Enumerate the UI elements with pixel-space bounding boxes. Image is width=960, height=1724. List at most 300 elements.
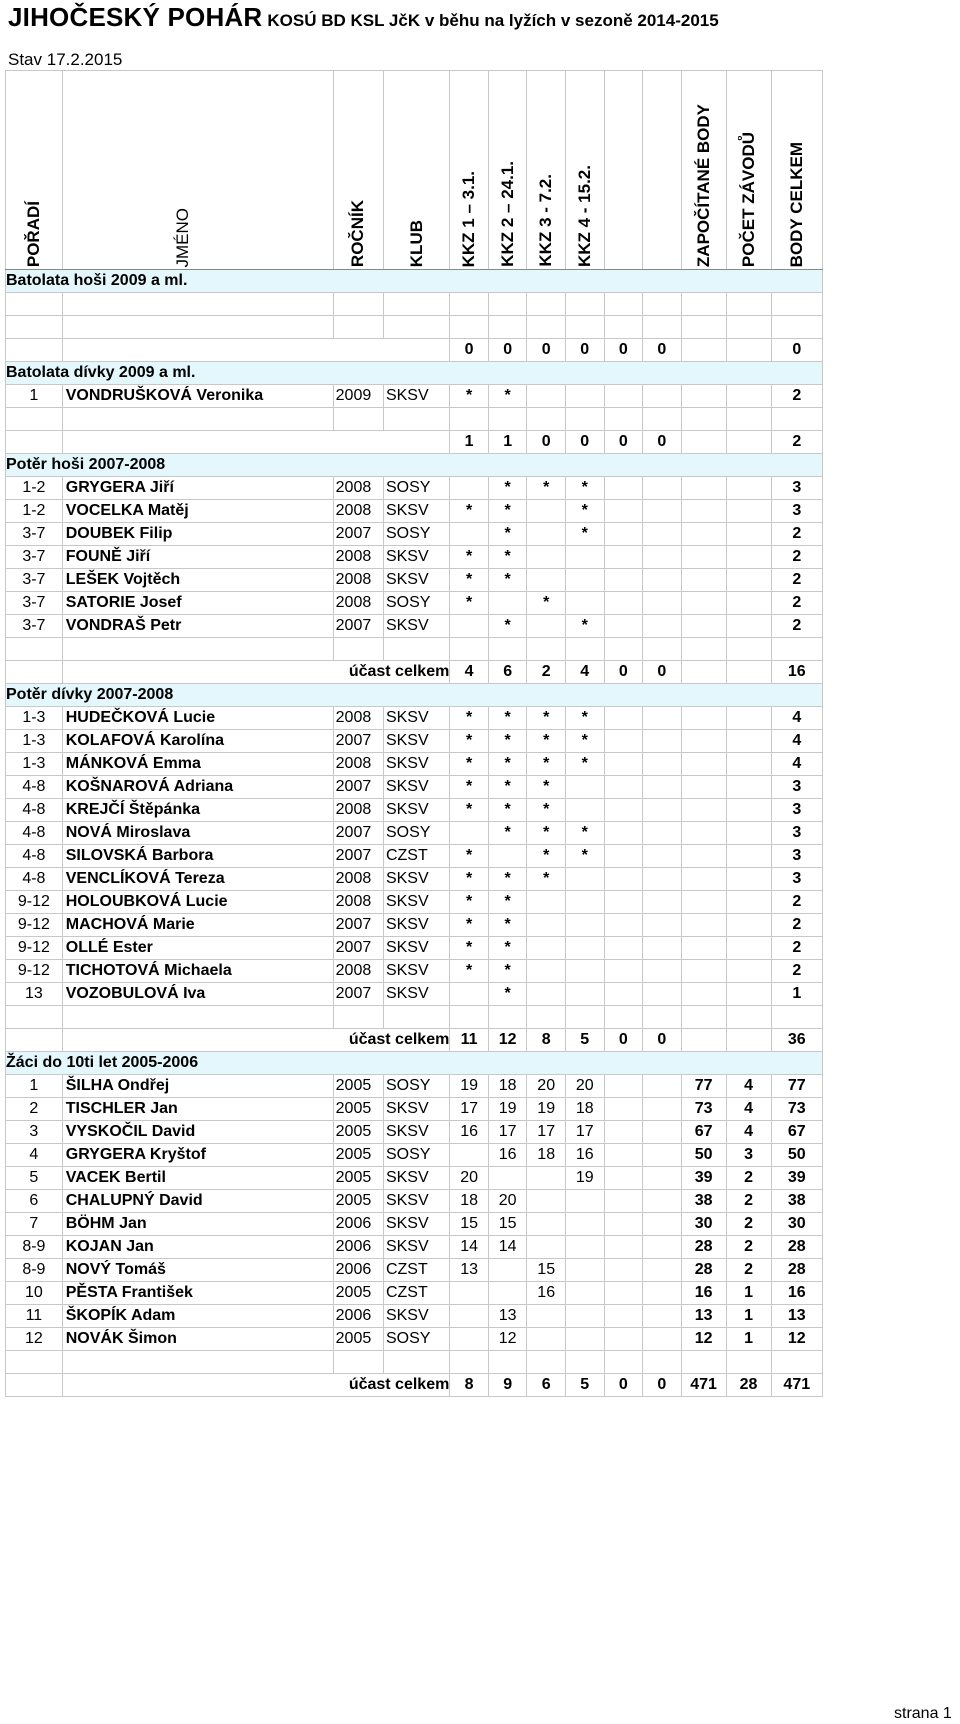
race-k4-cell: * xyxy=(565,730,604,753)
rank-cell: 4-8 xyxy=(6,776,63,799)
name-cell: ŠILHA Ondřej xyxy=(62,1075,333,1098)
race-k1-cell xyxy=(450,1328,489,1351)
totals-label xyxy=(62,431,450,454)
totals-counted: 471 xyxy=(681,1374,726,1397)
race-k6-cell xyxy=(643,983,682,1006)
club-cell: SKSV xyxy=(383,868,449,891)
race-k3-cell: 19 xyxy=(527,1098,566,1121)
race-k3-cell: * xyxy=(527,477,566,500)
race-k3-cell: * xyxy=(527,799,566,822)
name-cell: KOJAN Jan xyxy=(62,1236,333,1259)
race-k3-cell xyxy=(527,1236,566,1259)
totals-k3: 2 xyxy=(527,661,566,684)
race-k3-cell: 16 xyxy=(527,1282,566,1305)
race-k1-cell: 14 xyxy=(450,1236,489,1259)
competitor-row xyxy=(6,753,823,776)
race-k6-cell xyxy=(643,385,682,408)
race-count-cell xyxy=(726,707,771,730)
total-points-cell: 3 xyxy=(771,500,822,523)
counted-points-cell xyxy=(681,914,726,937)
empty-cell xyxy=(62,316,333,339)
empty-cell xyxy=(604,293,643,316)
competitor-row xyxy=(6,1121,823,1144)
race-k4-cell xyxy=(565,1236,604,1259)
race-k1-cell: * xyxy=(450,753,489,776)
race-k5-cell xyxy=(604,500,643,523)
year-cell: 2005 xyxy=(333,1098,383,1121)
counted-points-cell: 77 xyxy=(681,1075,726,1098)
race-k3-cell xyxy=(527,385,566,408)
status-date: Stav 17.2.2015 xyxy=(8,50,123,69)
race-k1-cell xyxy=(450,523,489,546)
year-cell: 2005 xyxy=(333,1167,383,1190)
totals-k4: 4 xyxy=(565,661,604,684)
race-k1-cell: * xyxy=(450,569,489,592)
race-count-cell xyxy=(726,868,771,891)
empty-cell xyxy=(450,1351,489,1374)
header-celkem: BODY CELKEM xyxy=(771,71,822,270)
race-k5-cell xyxy=(604,1121,643,1144)
total-points-cell: 4 xyxy=(771,707,822,730)
counted-points-cell xyxy=(681,569,726,592)
empty-cell xyxy=(565,638,604,661)
competitor-row xyxy=(6,1259,823,1282)
total-points-cell: 2 xyxy=(771,960,822,983)
rank-cell: 3-7 xyxy=(6,523,63,546)
race-k6-cell xyxy=(643,500,682,523)
competitor-row xyxy=(6,385,823,408)
race-k6-cell xyxy=(643,753,682,776)
totals-label: účast celkem xyxy=(62,1029,450,1052)
counted-points-cell xyxy=(681,776,726,799)
club-cell: SKSV xyxy=(383,730,449,753)
race-count-cell xyxy=(726,385,771,408)
club-cell: CZST xyxy=(383,1282,449,1305)
race-count-cell xyxy=(726,845,771,868)
race-k3-cell: 20 xyxy=(527,1075,566,1098)
race-k4-cell: * xyxy=(565,523,604,546)
race-k3-cell: 17 xyxy=(527,1121,566,1144)
race-k2-cell: * xyxy=(488,799,527,822)
race-k2-cell: * xyxy=(488,891,527,914)
blank-row xyxy=(6,408,823,431)
race-count-cell xyxy=(726,753,771,776)
totals-k1: 1 xyxy=(450,431,489,454)
race-k1-cell: 17 xyxy=(450,1098,489,1121)
race-k6-cell xyxy=(643,822,682,845)
race-k1-cell xyxy=(450,983,489,1006)
race-k5-cell xyxy=(604,1305,643,1328)
club-cell: SKSV xyxy=(383,937,449,960)
race-k4-cell: 17 xyxy=(565,1121,604,1144)
year-cell: 2007 xyxy=(333,776,383,799)
rank-cell: 1-2 xyxy=(6,477,63,500)
total-points-cell: 13 xyxy=(771,1305,822,1328)
year-cell: 2007 xyxy=(333,845,383,868)
race-k6-cell xyxy=(643,1282,682,1305)
race-k1-cell: * xyxy=(450,891,489,914)
empty-cell xyxy=(488,293,527,316)
total-points-cell: 2 xyxy=(771,914,822,937)
race-k5-cell xyxy=(604,983,643,1006)
year-cell: 2008 xyxy=(333,868,383,891)
totals-k5: 0 xyxy=(604,431,643,454)
counted-points-cell: 28 xyxy=(681,1259,726,1282)
rank-cell: 1 xyxy=(6,385,63,408)
race-k3-cell: * xyxy=(527,822,566,845)
rank-cell: 6 xyxy=(6,1190,63,1213)
race-count-cell: 1 xyxy=(726,1282,771,1305)
name-cell: NOVÁ Miroslava xyxy=(62,822,333,845)
race-k1-cell: * xyxy=(450,707,489,730)
race-k6-cell xyxy=(643,799,682,822)
rank-cell: 7 xyxy=(6,1213,63,1236)
totals-k1: 4 xyxy=(450,661,489,684)
name-cell: PĚSTA František xyxy=(62,1282,333,1305)
race-k4-cell: 18 xyxy=(565,1098,604,1121)
club-cell: SKSV xyxy=(383,960,449,983)
competitor-row xyxy=(6,730,823,753)
total-points-cell: 4 xyxy=(771,730,822,753)
totals-k6: 0 xyxy=(643,1029,682,1052)
name-cell: HUDEČKOVÁ Lucie xyxy=(62,707,333,730)
race-count-cell xyxy=(726,730,771,753)
counted-points-cell xyxy=(681,753,726,776)
empty-cell xyxy=(604,316,643,339)
race-k1-cell: 19 xyxy=(450,1075,489,1098)
totals-counted xyxy=(681,339,726,362)
category-header-row xyxy=(6,270,823,293)
total-points-cell: 3 xyxy=(771,776,822,799)
empty-cell xyxy=(333,293,383,316)
empty-cell xyxy=(681,316,726,339)
club-cell: SKSV xyxy=(383,1213,449,1236)
total-points-cell: 67 xyxy=(771,1121,822,1144)
counted-points-cell: 73 xyxy=(681,1098,726,1121)
race-count-cell: 2 xyxy=(726,1190,771,1213)
empty-cell xyxy=(450,316,489,339)
club-cell: CZST xyxy=(383,845,449,868)
total-points-cell: 28 xyxy=(771,1259,822,1282)
competitor-row xyxy=(6,1190,823,1213)
rank-cell: 1-3 xyxy=(6,707,63,730)
totals-k4: 5 xyxy=(565,1374,604,1397)
totals-k3: 0 xyxy=(527,339,566,362)
year-cell: 2007 xyxy=(333,615,383,638)
empty-cell xyxy=(488,408,527,431)
total-points-cell: 3 xyxy=(771,845,822,868)
totals-k5: 0 xyxy=(604,661,643,684)
total-points-cell: 2 xyxy=(771,546,822,569)
totals-race-count xyxy=(726,339,771,362)
competitor-row xyxy=(6,477,823,500)
totals-k6: 0 xyxy=(643,339,682,362)
race-k1-cell: 13 xyxy=(450,1259,489,1282)
totals-k3: 8 xyxy=(527,1029,566,1052)
rank-cell: 4-8 xyxy=(6,868,63,891)
counted-points-cell: 13 xyxy=(681,1305,726,1328)
blank-row xyxy=(6,1006,823,1029)
race-k5-cell xyxy=(604,477,643,500)
race-count-cell xyxy=(726,822,771,845)
year-cell: 2008 xyxy=(333,500,383,523)
race-k3-cell xyxy=(527,1213,566,1236)
empty-cell xyxy=(726,316,771,339)
race-k2-cell: 18 xyxy=(488,1075,527,1098)
category-title: Žáci do 10ti let 2005-2006 xyxy=(6,1052,823,1075)
race-k2-cell: * xyxy=(488,937,527,960)
race-k4-cell xyxy=(565,799,604,822)
competitor-row xyxy=(6,500,823,523)
rank-cell: 8-9 xyxy=(6,1236,63,1259)
totals-row xyxy=(6,1374,823,1397)
club-cell: SKSV xyxy=(383,546,449,569)
competitor-row xyxy=(6,1144,823,1167)
empty-cell xyxy=(383,1351,449,1374)
competitor-row xyxy=(6,914,823,937)
name-cell: KREJČÍ Štěpánka xyxy=(62,799,333,822)
empty-cell xyxy=(771,638,822,661)
race-k5-cell xyxy=(604,960,643,983)
counted-points-cell xyxy=(681,546,726,569)
club-cell: SKSV xyxy=(383,891,449,914)
counted-points-cell: 16 xyxy=(681,1282,726,1305)
counted-points-cell xyxy=(681,707,726,730)
competitor-row xyxy=(6,845,823,868)
total-points-cell: 16 xyxy=(771,1282,822,1305)
empty-cell xyxy=(383,316,449,339)
race-k4-cell: * xyxy=(565,707,604,730)
empty-cell xyxy=(6,1351,63,1374)
race-k6-cell xyxy=(643,1328,682,1351)
empty-cell xyxy=(6,431,63,454)
race-k4-cell xyxy=(565,776,604,799)
race-k4-cell xyxy=(565,592,604,615)
race-k6-cell xyxy=(643,891,682,914)
race-k1-cell: * xyxy=(450,546,489,569)
totals-k4: 0 xyxy=(565,339,604,362)
header-kkz2: KKZ 2 – 24.1. xyxy=(488,71,527,270)
race-k4-cell xyxy=(565,385,604,408)
empty-cell xyxy=(726,1351,771,1374)
rank-cell: 4-8 xyxy=(6,845,63,868)
name-cell: OLLÉ Ester xyxy=(62,937,333,960)
club-cell: SKSV xyxy=(383,569,449,592)
race-count-cell xyxy=(726,615,771,638)
race-k4-cell xyxy=(565,868,604,891)
year-cell: 2005 xyxy=(333,1121,383,1144)
empty-cell xyxy=(6,1374,63,1397)
competitor-row xyxy=(6,569,823,592)
counted-points-cell xyxy=(681,500,726,523)
empty-cell xyxy=(6,638,63,661)
race-count-cell: 2 xyxy=(726,1259,771,1282)
totals-k2: 6 xyxy=(488,661,527,684)
name-cell: VOCELKA Matěj xyxy=(62,500,333,523)
total-points-cell: 2 xyxy=(771,891,822,914)
club-cell: SOSY xyxy=(383,1075,449,1098)
name-cell: NOVÁK Šimon xyxy=(62,1328,333,1351)
totals-k6: 0 xyxy=(643,1374,682,1397)
race-k1-cell: * xyxy=(450,500,489,523)
name-cell: LEŠEK Vojtěch xyxy=(62,569,333,592)
counted-points-cell: 39 xyxy=(681,1167,726,1190)
club-cell: SKSV xyxy=(383,1121,449,1144)
race-k6-cell xyxy=(643,914,682,937)
race-k6-cell xyxy=(643,1075,682,1098)
empty-cell xyxy=(383,638,449,661)
race-k3-cell: 18 xyxy=(527,1144,566,1167)
empty-cell xyxy=(604,408,643,431)
race-k4-cell xyxy=(565,983,604,1006)
race-k1-cell: * xyxy=(450,799,489,822)
club-cell: SOSY xyxy=(383,523,449,546)
competitor-row xyxy=(6,1282,823,1305)
total-points-cell: 50 xyxy=(771,1144,822,1167)
header-kkz3: KKZ 3 - 7.2. xyxy=(527,71,566,270)
name-cell: TISCHLER Jan xyxy=(62,1098,333,1121)
competitor-row xyxy=(6,868,823,891)
total-points-cell: 4 xyxy=(771,753,822,776)
rank-cell: 12 xyxy=(6,1328,63,1351)
empty-cell xyxy=(565,316,604,339)
totals-row xyxy=(6,661,823,684)
total-points-cell: 1 xyxy=(771,983,822,1006)
race-k2-cell: * xyxy=(488,569,527,592)
category-title: Batolata dívky 2009 a ml. xyxy=(6,362,823,385)
totals-k5: 0 xyxy=(604,339,643,362)
race-k3-cell xyxy=(527,1167,566,1190)
race-k5-cell xyxy=(604,1328,643,1351)
race-k5-cell xyxy=(604,937,643,960)
empty-cell xyxy=(643,1006,682,1029)
empty-cell xyxy=(527,316,566,339)
race-k3-cell xyxy=(527,569,566,592)
year-cell: 2007 xyxy=(333,822,383,845)
category-header-row xyxy=(6,362,823,385)
name-cell: VENCLÍKOVÁ Tereza xyxy=(62,868,333,891)
race-k6-cell xyxy=(643,1213,682,1236)
name-cell: GRYGERA Jiří xyxy=(62,477,333,500)
race-k6-cell xyxy=(643,615,682,638)
counted-points-cell: 67 xyxy=(681,1121,726,1144)
race-k6-cell xyxy=(643,845,682,868)
category-title: Batolata hoši 2009 a ml. xyxy=(6,270,823,293)
counted-points-cell xyxy=(681,891,726,914)
rank-cell: 1-2 xyxy=(6,500,63,523)
race-k4-cell: * xyxy=(565,822,604,845)
header-poradi: POŘADÍ xyxy=(6,71,63,270)
header-pocet: POČET ZÁVODŮ xyxy=(726,71,771,270)
empty-cell xyxy=(6,1006,63,1029)
year-cell: 2006 xyxy=(333,1213,383,1236)
race-k4-cell xyxy=(565,937,604,960)
race-k5-cell xyxy=(604,776,643,799)
rank-cell: 1-3 xyxy=(6,753,63,776)
counted-points-cell: 12 xyxy=(681,1328,726,1351)
competitor-row xyxy=(6,937,823,960)
empty-cell xyxy=(383,408,449,431)
competitor-row xyxy=(6,707,823,730)
race-k6-cell xyxy=(643,592,682,615)
total-points-cell: 30 xyxy=(771,1213,822,1236)
club-cell: SKSV xyxy=(383,615,449,638)
empty-cell xyxy=(488,638,527,661)
race-k1-cell xyxy=(450,822,489,845)
empty-cell xyxy=(62,1351,333,1374)
year-cell: 2005 xyxy=(333,1075,383,1098)
competitor-row xyxy=(6,960,823,983)
race-k5-cell xyxy=(604,1190,643,1213)
race-k2-cell: * xyxy=(488,500,527,523)
empty-cell xyxy=(333,408,383,431)
header-empty-5 xyxy=(604,71,643,270)
totals-k5: 0 xyxy=(604,1374,643,1397)
rank-cell: 3-7 xyxy=(6,615,63,638)
empty-cell xyxy=(643,316,682,339)
totals-k3: 6 xyxy=(527,1374,566,1397)
competitor-row xyxy=(6,1305,823,1328)
race-k2-cell: * xyxy=(488,983,527,1006)
empty-cell xyxy=(527,1351,566,1374)
club-cell: SKSV xyxy=(383,385,449,408)
race-k1-cell: * xyxy=(450,937,489,960)
club-cell: SOSY xyxy=(383,1328,449,1351)
total-points-cell: 3 xyxy=(771,822,822,845)
empty-cell xyxy=(604,638,643,661)
race-count-cell xyxy=(726,569,771,592)
race-k6-cell xyxy=(643,937,682,960)
empty-cell xyxy=(681,1351,726,1374)
race-k5-cell xyxy=(604,615,643,638)
totals-row xyxy=(6,339,823,362)
empty-cell xyxy=(681,638,726,661)
empty-cell xyxy=(527,1006,566,1029)
year-cell: 2008 xyxy=(333,891,383,914)
totals-k1: 0 xyxy=(450,339,489,362)
race-count-cell xyxy=(726,799,771,822)
counted-points-cell xyxy=(681,592,726,615)
total-points-cell: 28 xyxy=(771,1236,822,1259)
rank-cell: 9-12 xyxy=(6,891,63,914)
race-k6-cell xyxy=(643,1144,682,1167)
race-k4-cell: * xyxy=(565,615,604,638)
total-points-cell: 39 xyxy=(771,1167,822,1190)
category-header-row xyxy=(6,1052,823,1075)
race-k4-cell xyxy=(565,891,604,914)
empty-cell xyxy=(604,1006,643,1029)
race-k2-cell: * xyxy=(488,776,527,799)
race-k5-cell xyxy=(604,1259,643,1282)
race-k3-cell: * xyxy=(527,753,566,776)
name-cell: SATORIE Josef xyxy=(62,592,333,615)
club-cell: SKSV xyxy=(383,776,449,799)
total-points-cell: 2 xyxy=(771,523,822,546)
empty-cell xyxy=(726,638,771,661)
competitor-row xyxy=(6,546,823,569)
race-count-cell xyxy=(726,477,771,500)
empty-cell xyxy=(771,1006,822,1029)
race-count-cell: 1 xyxy=(726,1328,771,1351)
counted-points-cell: 30 xyxy=(681,1213,726,1236)
race-k3-cell xyxy=(527,1328,566,1351)
race-k5-cell xyxy=(604,799,643,822)
race-k2-cell: * xyxy=(488,707,527,730)
race-k6-cell xyxy=(643,1259,682,1282)
totals-label xyxy=(62,339,450,362)
year-cell: 2006 xyxy=(333,1259,383,1282)
rank-cell: 1-3 xyxy=(6,730,63,753)
